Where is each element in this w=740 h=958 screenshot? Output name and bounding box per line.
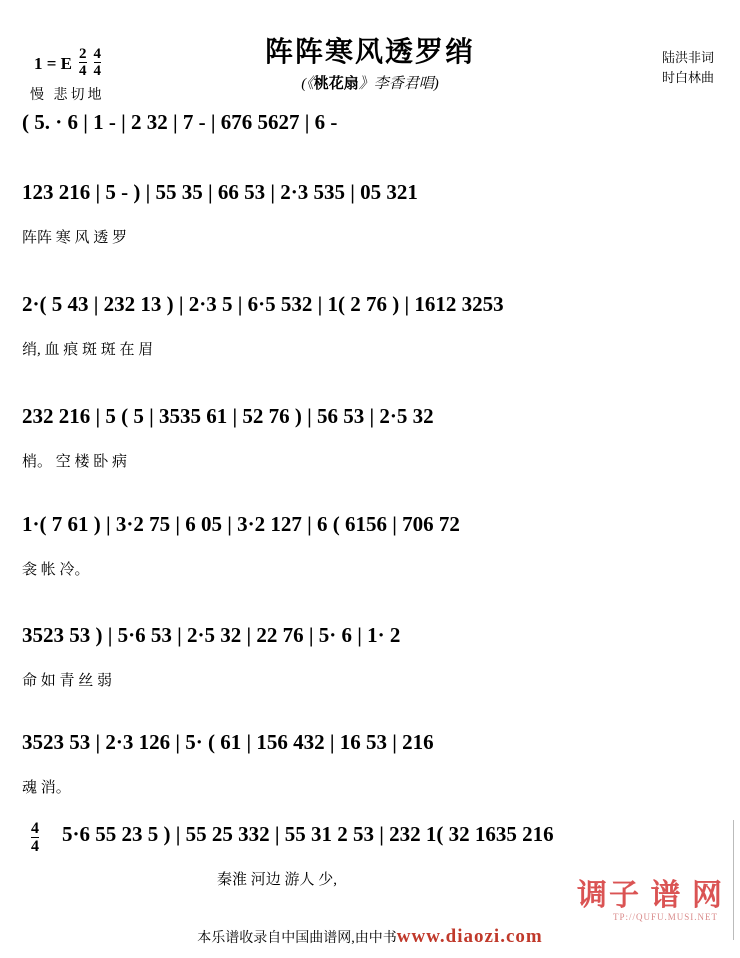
score-line bbox=[22, 292, 722, 376]
score-notes: 5·6 55 23 5 ) | 55 25 332 | 55 31 2 53 | 232 1( 32 1635 216 bbox=[62, 822, 554, 846]
subtitle-opera-name: 桃花扇 bbox=[313, 76, 359, 92]
score-notes: 3523 53 ) | 5·6 53 | 2·5 32 | 22 76 | 5· 6 | 1· 2 bbox=[22, 623, 401, 647]
credits bbox=[662, 48, 714, 88]
meter-2-denominator: 4 bbox=[93, 63, 102, 79]
page-title: 阵阵寒风透罗绡 bbox=[264, 37, 475, 68]
watermark-url: TP://QUFU.MUSI.NET bbox=[612, 912, 718, 922]
meter-change-4-4 bbox=[24, 822, 39, 856]
composer: 时白林曲 bbox=[661, 70, 714, 85]
score-notes: 2·( 5 43 | 232 13 ) | 2·3 5 | 6·5 532 | 1( 2 76 ) | 1612 3253 bbox=[22, 292, 504, 316]
score-line bbox=[22, 512, 722, 596]
meter-change-numerator: 4 bbox=[31, 820, 39, 837]
meter-1-numerator: 2 bbox=[79, 46, 87, 62]
subtitle bbox=[0, 72, 740, 93]
score-notes: 1·( 7 61 ) | 3·2 75 | 6 05 | 3·2 127 | 6 ( 6156 | 706 72 bbox=[22, 512, 460, 536]
score-line bbox=[22, 730, 722, 814]
score-lyrics: 秦淮 河边 游人 少, bbox=[217, 872, 338, 888]
watermark-logo: 调子 谱 网 bbox=[577, 879, 724, 912]
footer bbox=[0, 926, 740, 948]
score-notes: 123 216 | 5 - ) | 55 35 | 66 53 | 2·3 535 | 05 321 bbox=[22, 180, 418, 204]
score-line bbox=[22, 404, 722, 488]
tempo-marking: 慢 悲切地 bbox=[30, 88, 105, 103]
score-lyrics: 命 如 青 丝 弱 bbox=[22, 673, 113, 689]
score-lyrics: 梢。 空 楼 卧 病 bbox=[22, 454, 128, 470]
score-lyrics: 衾 帐 冷。 bbox=[22, 562, 90, 578]
score-line bbox=[22, 180, 722, 264]
lyricist: 陆洪非词 bbox=[661, 50, 714, 65]
score-line bbox=[22, 623, 722, 707]
score-lyrics: 阵阵 寒 风 透 罗 bbox=[22, 230, 128, 246]
score-lyrics: 魂 消。 bbox=[22, 780, 71, 796]
subtitle-prefix: (《 bbox=[301, 76, 314, 92]
meter-change-denominator: 4 bbox=[31, 838, 39, 855]
footer-url[interactable]: www.diaozi.com bbox=[396, 926, 543, 947]
key-label: 1 = E bbox=[34, 54, 73, 73]
meter-1-denominator: 4 bbox=[79, 63, 87, 79]
score-notes: 232 216 | 5 ( 5 | 3535 61 | 52 76 ) | 56 53 | 2·5 32 bbox=[22, 404, 434, 428]
meter-2-numerator: 4 bbox=[93, 46, 102, 62]
score-notes: 3523 53 | 2·3 126 | 5· ( 61 | 156 432 | 16 53 | 216 bbox=[22, 730, 434, 754]
footer-note: 本乐谱收录自中国曲谱网,由中书 bbox=[197, 931, 397, 946]
score-lyrics: 绡, 血 痕 斑 斑 在 眉 bbox=[22, 342, 154, 358]
subtitle-suffix: 》李香君唱) bbox=[358, 76, 439, 92]
score-notes: ( 5. · 6 | 1 - | 2 32 | 7 - | 676 5627 | 6 - bbox=[22, 110, 338, 134]
